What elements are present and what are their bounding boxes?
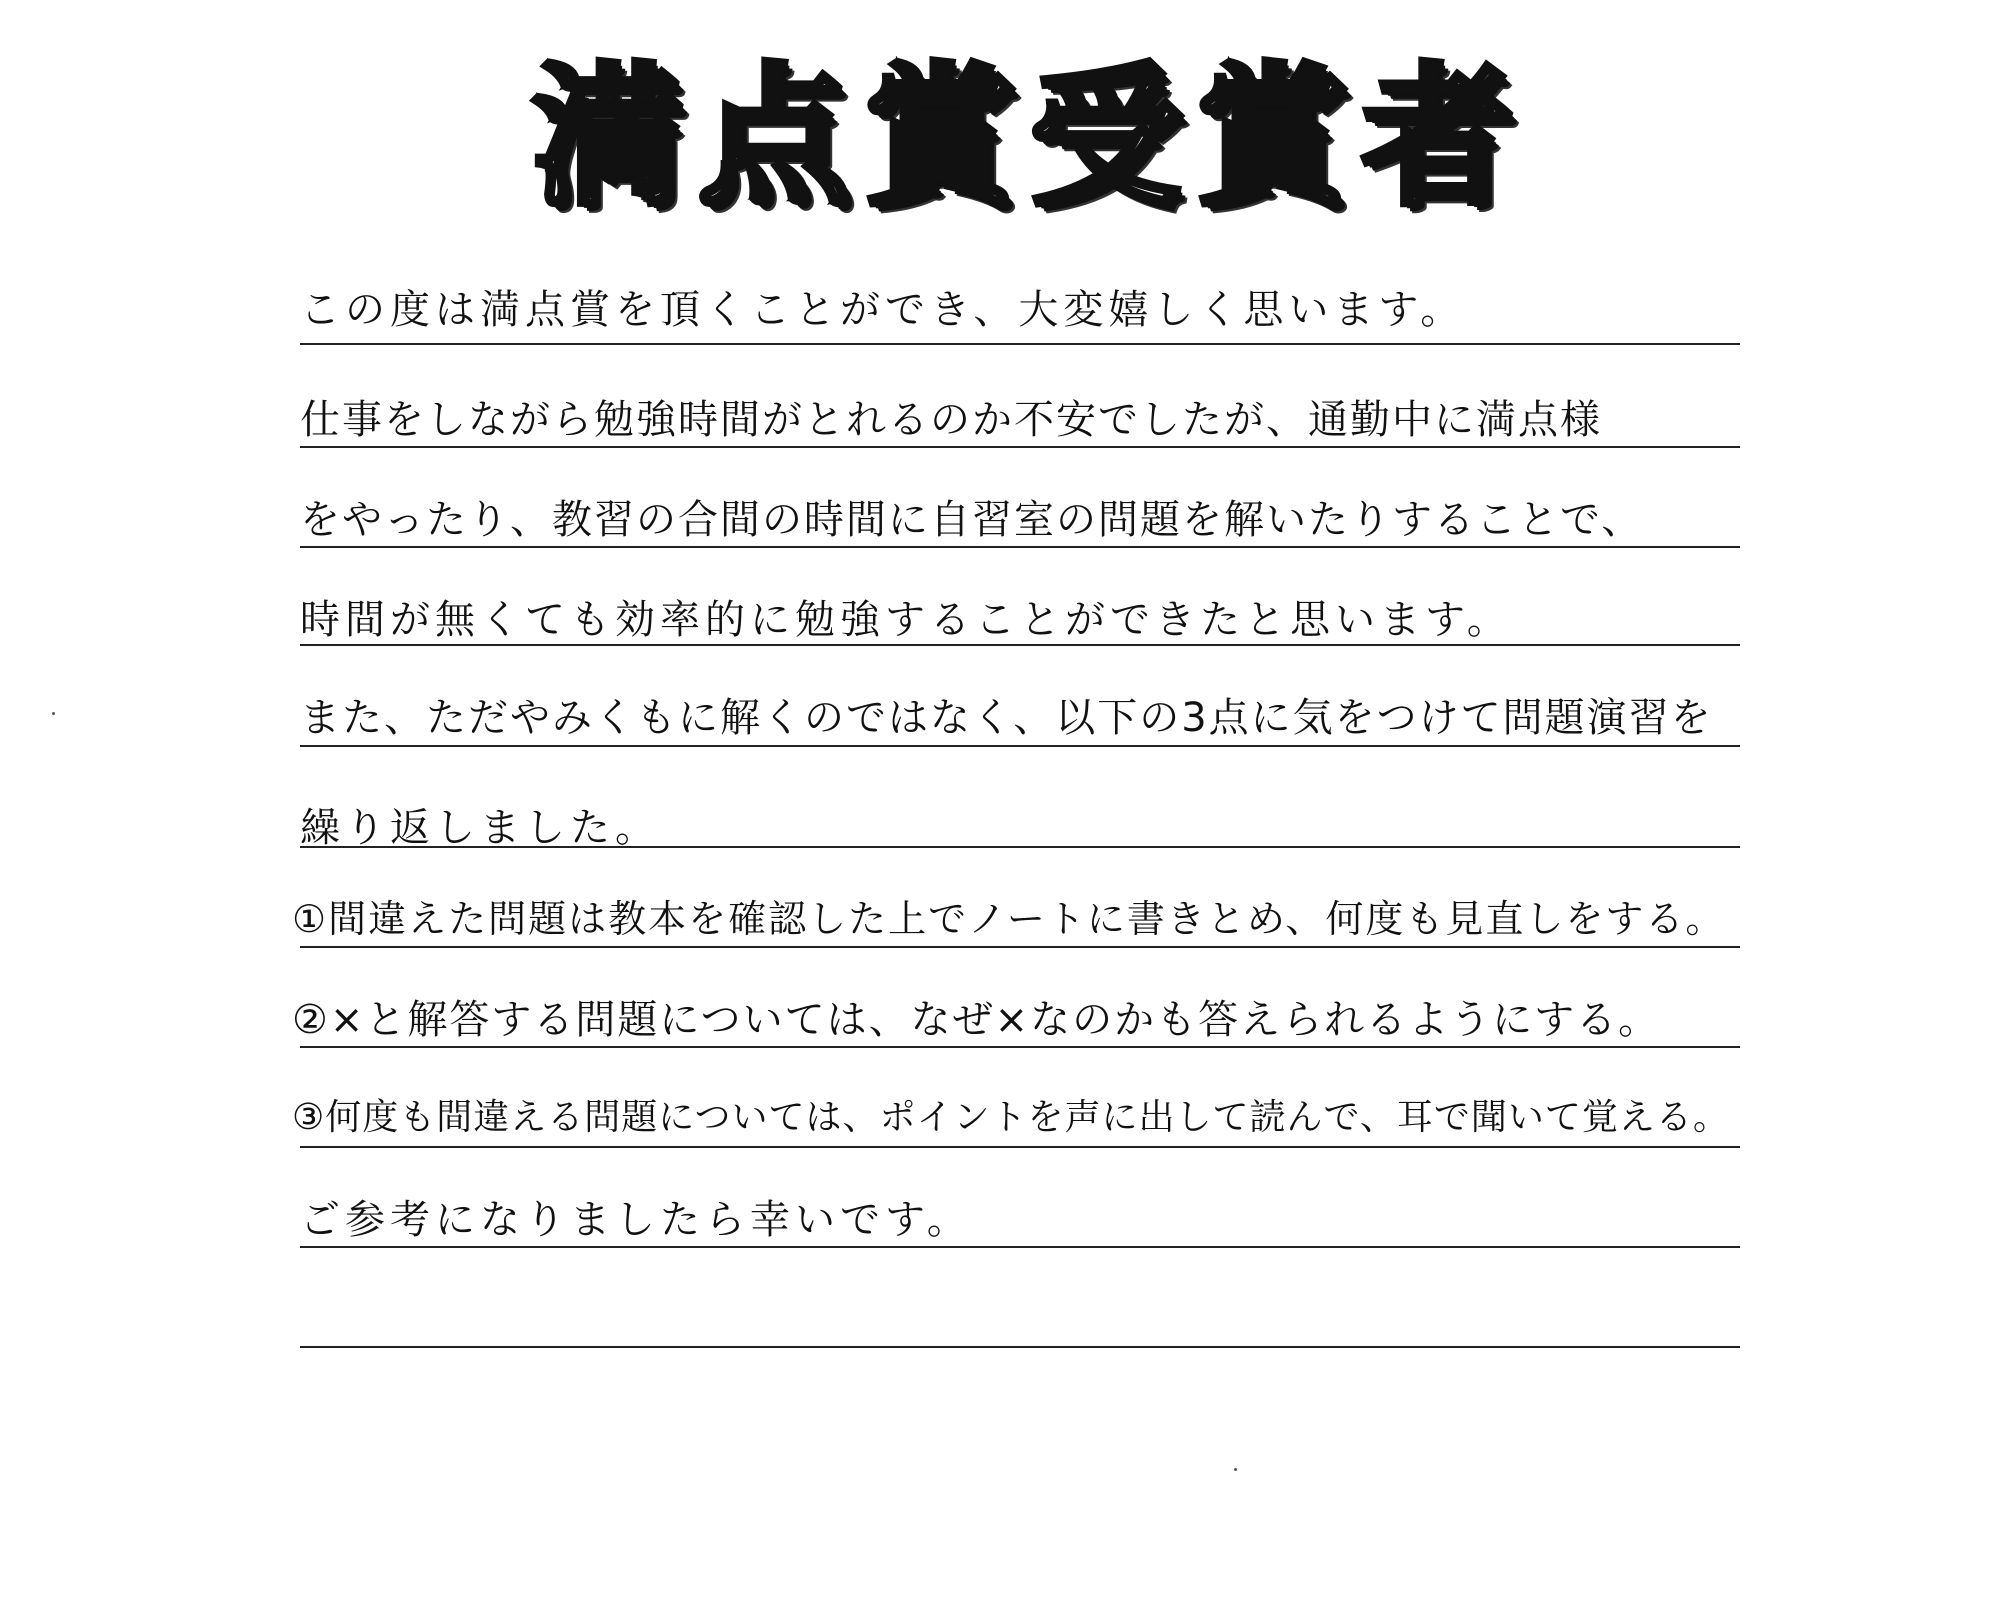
text-line-4: 時間が無くても効率的に勉強することができたと思います。 (300, 597, 1512, 643)
ruled-line (300, 1146, 1740, 1148)
text-line-1: この度は満点賞を頂くことができ、大変嬉しく思います。 (300, 287, 1466, 333)
ruled-line (300, 644, 1740, 646)
text-line-10: ご参考になりましたら幸いです。 (300, 1197, 972, 1243)
ruled-line (300, 846, 1740, 848)
ruled-line (300, 1346, 1740, 1348)
ruled-line (300, 343, 1740, 345)
text-line-5: また、ただやみくもに解くのではなく、以下の3点に気をつけて問題演習を (300, 695, 1713, 741)
list-item-1: ①間違えた問題は教本を確認した上でノートに書きとめ、何度も見直しをする。 (292, 897, 1726, 941)
list-item-2: ②×と解答する問題については、なぜ×なのかも答えられるようにする。 (292, 997, 1661, 1043)
ruled-line (300, 1046, 1740, 1048)
ruled-line (300, 546, 1740, 548)
page-title: 満点賞受賞者 (532, 49, 1528, 226)
ruled-line (300, 946, 1740, 948)
ruled-line (300, 1246, 1740, 1248)
text-line-6: 繰り返しました。 (300, 805, 660, 851)
text-line-2: 仕事をしながら勉強時間がとれるのか不安でしたが、通勤中に満点様 (300, 397, 1602, 443)
ruled-line (300, 745, 1740, 747)
ruled-line (300, 446, 1740, 448)
list-item-3: ③何度も間違える問題については、ポイントを声に出して読んで、耳で聞いて覚える。 (292, 1097, 1730, 1138)
text-line-3: をやったり、教習の合間の時間に自習室の問題を解いたりすることで、 (300, 497, 1644, 543)
